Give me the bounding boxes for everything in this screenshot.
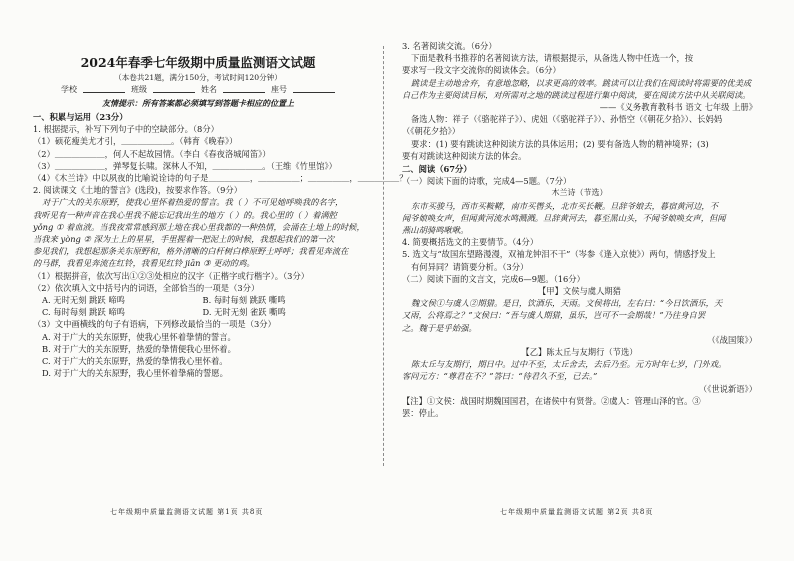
passage-line: 当我来 yòng ② 深为土上的星星，手里握着一把泥土的时候，我想起我们的第一次 <box>33 234 335 245</box>
question-3-text: 下面是教科书推荐的名著阅读方法，请根据提示，从备选人物中任选一个，按 <box>411 53 694 64</box>
passage-jia-title: 【甲】文侯与虞人期猎 <box>538 286 621 297</box>
sentence-option-d[interactable]: D. 对于广大的关东原野，我心里怀着挚痛的誓愿。 <box>42 368 228 379</box>
question-2-3: （3）文中画横线的句子有语病，下列修改最恰当的一项是（3分） <box>33 319 276 330</box>
quote-source: ——《义务教育教科书 语文 七年级 上册》 <box>599 102 757 113</box>
passage-jia-line: 之。魏于是乎始强。 <box>402 322 477 333</box>
sentence-option-a[interactable]: A. 对于广大的关东原野，使我心里怀着挚情的誓言。 <box>42 331 236 342</box>
exam-subtitle: （本卷共21题，满分150分，考试时间120分钟） <box>114 73 282 82</box>
options-row <box>33 306 363 318</box>
passage-jia-line: 魏文侯①与虞人②期猎。是日，饮酒乐，天雨。文侯将出，左右曰：“今日饮酒乐，天 <box>411 298 723 309</box>
section-2-heading: 二、阅读（67分） <box>402 164 472 175</box>
quoted-text: 跳读是主动地舍弃，有意地忽略，以求更高的效率。跳读可以让我们在阅读时将需要的优美成 <box>411 77 752 88</box>
options-row <box>33 294 363 306</box>
notice: 友情提示：所有答案都必须填写到答题卡相应的位置上 <box>102 98 294 108</box>
passage-yi-title: 【乙】陈太丘与友期行（节选） <box>521 347 638 358</box>
option-a[interactable]: A. 无时无刻 跳跃 啼鸣 <box>42 295 125 306</box>
page-divider <box>383 46 384 466</box>
school-label: 学校 <box>61 85 77 94</box>
candidate-characters: 备选人物：祥子（《骆驼祥子》）、虎妞（《骆驼祥子》）、孙悟空（《朝花夕拾》）、长妈妈 <box>411 114 723 125</box>
poem-line: 东市买骏马，西市买鞍鞯，南市买辔头，北市买长鞭。旦辞爷娘去，暮宿黄河边，不 <box>411 200 718 211</box>
poem-line: 燕山胡骑鸣啾啾。 <box>402 225 469 236</box>
seat-blank[interactable] <box>293 83 335 93</box>
question-2: 2. 阅读课文《土地的誓言》(选段)，按要求作答。（9分） <box>33 185 242 196</box>
annotation: 【注】①文侯：战国时期魏国国君，在诸侯中有贤誉。②虞人：管理山泽的官。③ <box>402 395 701 406</box>
school-blank[interactable] <box>83 83 125 93</box>
passage-yi-source: （《世说新语》） <box>698 383 757 394</box>
question-3-text: 要求写一段文字交流你的阅读体会。（6分） <box>402 65 561 76</box>
page-right <box>402 40 757 510</box>
question-5: 5. 选文与“故国东望路漫漫，双袖龙钟泪不干”（岑参《逢入京使》）两句，情感抒发上 <box>402 249 716 260</box>
question-1-2: （2）＿＿＿＿＿＿，何人不起故园情。（李白《春夜洛城闻笛》） <box>33 148 271 159</box>
passage-line: 的马群，我看见奔流在红铃，我看见红铃 jiān ③ 更动的鸡。 <box>33 258 255 269</box>
sentence-option-b[interactable]: B. 对于广大的关东原野，热爱的挚情便我心里怀着。 <box>42 343 236 354</box>
candidate-characters: （《朝花夕拾》） <box>402 126 461 137</box>
footer-left: 七年级期中质量监测语文试题 第1页 共8页 <box>110 508 264 516</box>
question-5: 有何异同？请简要分析。（3分） <box>411 261 529 272</box>
passage-jia-line: 又雨，公将焉之？”文侯曰：“吾与虞人期猎，虽乐，岂可不一会期哉！”乃往身自罢 <box>402 310 706 321</box>
question-2-2: （2）依次填入文中括号内的词语，全部恰当的一项是（3分） <box>33 282 260 293</box>
question-2-1: （1）根据拼音，依次写出①②③处相应的汉字（正楷字或行楷字）。（3分） <box>33 270 310 281</box>
class-label: 班级 <box>131 85 147 94</box>
requirements: 要有对跳读这种阅读方法的体会。 <box>402 150 527 161</box>
passage-line: 对于广大的关东原野，使我心里怀着热爱的誓言。我（ ）不可见她呼唤我的名字， <box>42 197 344 208</box>
name-label: 姓名 <box>201 85 217 94</box>
poem-line: 闻爷娘唤女声，但闻黄河流水鸣溅溅。旦辞黄河去，暮至黑山头，不闻爷娘唤女声，但闻 <box>402 212 726 223</box>
question-1-1: （1）硕花瘦美尤才引，＿＿＿＿＿＿。（韩育《晚春》） <box>33 136 238 147</box>
passage-line: 我听见有一种声音在我心里我不能忘记我出生的地方（ ）的。我心里的（ ）着满腔 <box>33 209 337 220</box>
question-1: 1. 根据提示，补写下列句子中的空缺部分。（8分） <box>33 124 219 135</box>
passage-yi-line: 陈太丘与友期行，期日中。过中不至，太丘舍去，去后乃至。元方时年七岁，门外戏。 <box>411 359 727 370</box>
poem-title: 木兰诗（节选） <box>551 188 608 198</box>
sentence-option-c[interactable]: C. 对于广大的关东原野，热爱的挚情我心里怀着。 <box>42 356 228 367</box>
option-d[interactable]: D. 无时无刻 雀跃 嘶鸣 <box>202 307 286 318</box>
name-blank[interactable] <box>223 83 265 93</box>
page-left <box>33 40 408 510</box>
exam-title: 2024年春季七年级期中质量监测语文试题 <box>80 55 316 70</box>
requirements: 要求：(1) 要有跳读这种阅读方法的具体运用；(2) 要有备选人物的精神境界；(3) <box>411 138 709 149</box>
annotation: 罢：停止。 <box>402 408 444 419</box>
quoted-text: 自己作为主要阅读目标，对所需对之地的跳读过程进行集中阅读，要在阅读方法中从关联阅读。 <box>402 89 751 100</box>
question-1-4: （4）《木兰诗》中以夙夜的比喻说诠诗的句子是＿＿＿＿＿，＿＿＿＿＿；＿＿＿＿＿，＿＿＿＿＿？ <box>33 173 408 184</box>
passage-jia-source: （《战国策》） <box>707 334 757 345</box>
class-blank[interactable] <box>153 83 195 93</box>
option-b[interactable]: B. 每时每刻 跳跃 嘶鸣 <box>202 295 286 306</box>
question-1-3: （3）＿＿＿＿＿＿，弹琴复长啸。深林人不知，＿＿＿＿＿＿。（王维《竹里馆》） <box>33 160 337 171</box>
passage-yi-line: 客问元方：“尊君在不？”答曰：“待君久不至，已去。” <box>402 371 598 382</box>
passage-line: yǒng ① 着血液。当我夜常常感到那土地在我心里我都的一种热情，会涌在土地上的时候， <box>33 221 365 232</box>
reading-part-2: （二）阅读下面的文言文，完成6—9题。（16分） <box>402 273 585 284</box>
question-3: 3. 名著阅读交流。（6分） <box>402 41 497 51</box>
student-info-row <box>33 83 363 97</box>
question-4: 4. 简要概括选文的主要情节。（4分） <box>402 237 539 248</box>
footer-right: 七年级期中质量监测语文试题 第2页 共8页 <box>500 508 654 516</box>
passage-line: 参见我们，我想起那条关东原野和，格外清晰的白杆树白桦原野土呼呼；我看见奔流在 <box>33 246 349 257</box>
reading-part-1: （一）阅读下面的诗歌，完成4—5题。（7分） <box>402 176 572 187</box>
option-c[interactable]: C. 每时每刻 跳跃 啼鸣 <box>42 307 125 318</box>
seat-label: 座号 <box>271 85 287 94</box>
section-1-heading: 一、积累与运用（23分） <box>33 112 128 122</box>
